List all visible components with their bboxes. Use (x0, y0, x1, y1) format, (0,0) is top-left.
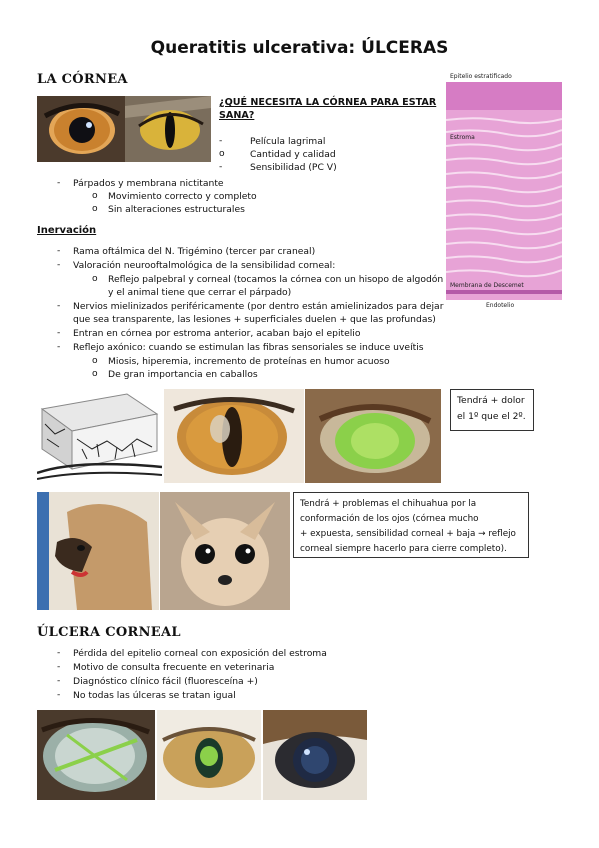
needs-item: Sensibilidad (PC V) (250, 162, 337, 173)
page-title: Queratitis ulcerativa: ÚLCERAS (150, 38, 449, 58)
cornea-nerve-diagram (37, 389, 162, 483)
note-chihuahua-line: corneal siempre hacerlo para cierre completo). (300, 544, 507, 554)
innervation-bullet: - (57, 259, 61, 270)
more-item: Movimiento correcto y completo (108, 191, 257, 202)
ulcer-bullet: - (57, 647, 61, 658)
ulcer-item: No todas las úlceras se tratan igual (73, 690, 236, 701)
note-pain-line: el 1º que el 2º. (457, 411, 526, 422)
note-pain (450, 389, 534, 431)
innervation-item: Entran en córnea por estroma anterior, acaban bajo el epitelio (73, 328, 361, 339)
innervation-bullet: - (57, 245, 61, 256)
cornea-question: ¿QUÉ NECESITA LA CÓRNEA PARA ESTAR SANA? (219, 97, 437, 121)
ulcer-eye-photo-3 (263, 710, 367, 800)
innervation-bullet: - (57, 341, 61, 352)
innervation-item: Rama oftálmica del N. Trigémino (tercer par craneal) (73, 246, 316, 257)
note-chihuahua-line: Tendrá + problemas el chihuahua por la (300, 499, 477, 509)
innervation-bullet: o (92, 368, 98, 379)
note-chihuahua-line: + expuesta, sensibilidad corneal + baja → reflejo (300, 529, 516, 539)
innervation-bullet: o (92, 355, 98, 366)
histo-label-epithelium: Epitelio estratificado (450, 73, 512, 80)
cat-eye-ulcer-photo (164, 389, 304, 483)
needs-bullet: - (219, 161, 223, 172)
more-item: Párpados y membrana nictitante (73, 178, 224, 189)
ulcer-bullet: - (57, 689, 61, 700)
innervation-item: Nervios mielinizados periféricamente (por dentro están amielinizados para dejar (73, 301, 444, 312)
ulcer-item: Pérdida del epitelio corneal con exposición del estroma (73, 648, 327, 659)
needs-bullet: - (219, 135, 223, 146)
cornea-heading: LA CÓRNEA (37, 72, 128, 87)
innervation-item: Miosis, hiperemia, incremento de proteínas en humor acuoso (108, 356, 390, 367)
ulcer-item: Diagnóstico clínico fácil (fluoresceína +) (73, 676, 258, 687)
more-item: Sin alteraciones estructurales (108, 204, 245, 215)
histo-label-descemet: Membrana de Descemet (450, 282, 524, 289)
innervation-item: Reflejo axónico: cuando se estimulan las fibras sensoriales se induce uveítis (73, 342, 424, 353)
dog-eye-photo (37, 96, 125, 162)
cat-eye-photo (125, 96, 211, 162)
ulcer-item: Motivo de consulta frecuente en veterinaria (73, 662, 275, 673)
innervation-item: Reflejo palpebral y corneal (tocamos la córnea con un hisopo de algodón (108, 274, 444, 285)
note-pain-line: Tendrá + dolor (457, 395, 525, 406)
innervation-bullet: - (57, 300, 61, 311)
innervation-item: y el animal tiene que cerrar el párpado) (108, 287, 292, 298)
innervation-bullet: o (92, 273, 98, 284)
ulcer-bullet: - (57, 661, 61, 672)
ulcer-eye-photo-1 (37, 710, 155, 800)
innervation-heading: Inervación (37, 225, 97, 236)
more-bullet: - (57, 177, 61, 188)
ulcer-heading: ÚLCERA CORNEAL (37, 625, 181, 640)
dog-eye-fluorescein-photo (305, 389, 441, 483)
ulcer-eye-photo-2 (157, 710, 261, 800)
chihuahua-photo (160, 492, 290, 610)
note-chihuahua (293, 492, 529, 558)
histo-label-stroma: Estroma (450, 134, 475, 141)
needs-item: Cantidad y calidad (250, 149, 336, 160)
innervation-bullet: - (57, 327, 61, 338)
needs-item: Película lagrimal (250, 136, 326, 147)
more-bullet: o (92, 190, 98, 201)
more-bullet: o (92, 203, 98, 214)
cornea-histology-image (446, 72, 562, 312)
needs-bullet: o (219, 148, 225, 159)
innervation-item: De gran importancia en caballos (108, 369, 258, 380)
innervation-item: Valoración neurooftalmológica de la sensibilidad corneal: (73, 260, 336, 271)
afghan-hound-photo (37, 492, 159, 610)
histo-label-endothelium: Endotelio (486, 302, 515, 309)
note-chihuahua-line: conformación de los ojos (córnea mucho (300, 514, 479, 524)
innervation-item: que sea transparente, las lesiones + superficiales duelen + que las profundas) (73, 314, 436, 325)
ulcer-bullet: - (57, 675, 61, 686)
